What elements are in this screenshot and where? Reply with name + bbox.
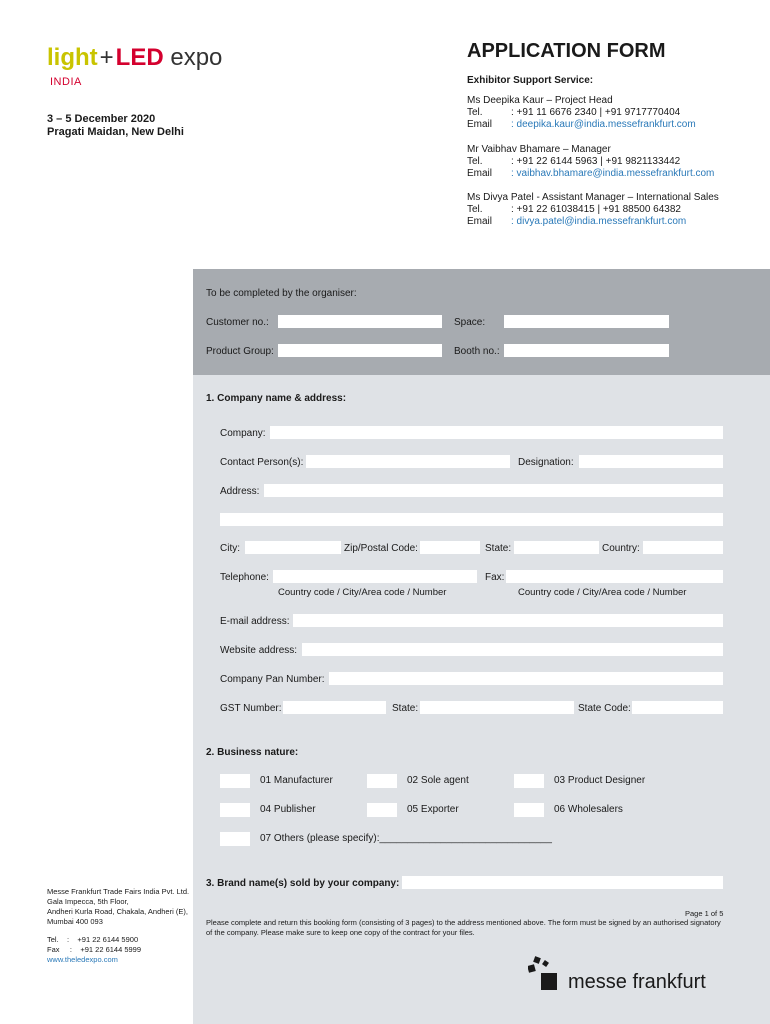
contact-person-field[interactable] [306,455,510,468]
brand-name-field[interactable] [402,876,723,889]
section-1-heading: 1. Company name & address: [206,393,347,404]
email-label: Email [467,119,493,130]
checkbox-sole-agent[interactable] [367,774,397,788]
pan-field[interactable] [329,672,723,685]
state-code-field[interactable] [632,701,723,714]
checkbox-publisher[interactable] [220,803,250,817]
contact-name: Mr Vaibhav Bhamare – Manager [467,144,611,155]
checkbox-manufacturer[interactable] [220,774,250,788]
designation-label: Designation: [518,457,574,468]
zip-field[interactable] [420,541,480,554]
contact-name: Ms Deepika Kaur – Project Head [467,95,613,106]
fax-field[interactable] [506,570,723,583]
address-field-1[interactable] [264,484,723,497]
city-field[interactable] [245,541,341,554]
city-label: City: [220,543,240,554]
event-venue: Pragati Maidan, New Delhi [47,126,184,138]
telephone-hint: Country code / City/Area code / Number [278,587,447,598]
option-publisher: 04 Publisher [260,804,316,815]
tel-label: Tel. [467,107,483,118]
page-title: APPLICATION FORM [467,40,666,62]
event-info [47,113,184,139]
company-field[interactable] [270,426,723,439]
email-link[interactable]: : deepika.kaur@india.messefrankfurt.com [511,119,696,130]
footer-address [47,887,189,965]
support-heading: Exhibitor Support Service: [467,75,594,86]
pan-label: Company Pan Number: [220,674,325,685]
footer-addr-line: Andheri Kurla Road, Chakala, Andheri (E), [47,907,188,916]
option-product-designer: 03 Product Designer [554,775,646,786]
customer-no-label: Customer no.: [206,317,269,328]
space-field[interactable] [504,315,669,328]
telephone-label: Telephone: [220,572,269,583]
event-logo [47,44,222,72]
tel-value: : +91 22 61038415 | +91 88500 64382 [511,204,681,215]
section-3-heading: 3. Brand name(s) sold by your company: [206,878,400,889]
designation-field[interactable] [579,455,723,468]
notice-text: Please complete and return this booking form (consisting of 3 pages) to the address mentioned above. The form must be signed by an authorised signatory of the company. Please make sure to keep one copy of the contract for your files. [206,918,721,937]
contact-block-3 [467,192,719,228]
website-field[interactable] [302,643,723,656]
email-link[interactable]: : divya.patel@india.messefrankfurt.com [511,216,687,227]
email-field[interactable] [293,614,723,627]
option-manufacturer: 01 Manufacturer [260,775,333,786]
booth-no-label: Booth no.: [454,346,500,357]
page-number: Page 1 of 5 [685,909,724,918]
zip-label: Zip/Postal Code: [344,543,418,554]
space-label: Space: [454,317,486,328]
tel-label: Tel. [467,204,483,215]
email-label: E-mail address: [220,616,290,627]
option-others: 07 Others (please specify):_______________________________ [260,833,552,844]
gst-state-label: State: [392,703,419,714]
option-sole-agent: 02 Sole agent [407,775,469,786]
state-label: State: [485,543,512,554]
footer-addr-line: Gala Impecca, 5th Floor, [47,897,129,906]
email-link[interactable]: : vaibhav.bhamare@india.messefrankfurt.com [511,168,715,179]
company-label: Company: [220,428,266,439]
customer-no-field[interactable] [278,315,442,328]
email-label: Email [467,216,493,227]
email-label: Email [467,168,493,179]
country-field[interactable] [643,541,723,554]
gst-label: GST Number: [220,703,282,714]
footer-fax: Fax : +91 22 6144 5999 [47,945,142,954]
checkbox-others[interactable] [220,832,250,846]
fax-hint: Country code / City/Area code / Number [518,587,687,598]
option-exporter: 05 Exporter [407,804,459,815]
product-group-label: Product Group: [206,346,274,357]
logo-expo: expo [170,44,223,71]
checkbox-exporter[interactable] [367,803,397,817]
tel-value: : +91 11 6676 2340 | +91 9717770404 [511,107,681,118]
logo-plus: + [99,44,114,71]
footer-tel: Tel. : +91 22 6144 5900 [47,935,139,944]
tel-label: Tel. [467,156,483,167]
checkbox-product-designer[interactable] [514,774,544,788]
checkbox-wholesalers[interactable] [514,803,544,817]
messe-frankfurt-mark-icon [528,955,564,993]
event-dates: 3 – 5 December 2020 [47,113,156,125]
contact-block-2 [467,144,714,180]
telephone-field[interactable] [273,570,477,583]
messe-frankfurt-wordmark: messe frankfurt [568,971,706,993]
contact-block-1 [467,95,696,131]
footer-company: Messe Frankfurt Trade Fairs India Pvt. Ltd. [47,887,190,896]
product-group-field[interactable] [278,344,442,357]
state-field[interactable] [514,541,599,554]
section-2-heading: 2. Business nature: [206,747,299,758]
option-wholesalers: 06 Wholesalers [554,804,623,815]
footer-addr-line: Mumbai 400 093 [47,917,103,926]
website-label: Website address: [220,645,298,656]
state-code-label: State Code: [578,703,631,714]
address-field-2[interactable] [220,513,723,526]
footer-website-link[interactable]: www.theledexpo.com [47,955,118,964]
logo-light: light [47,44,98,71]
fax-label: Fax: [485,572,505,583]
contact-person-label: Contact Person(s): [220,457,304,468]
contact-name: Ms Divya Patel - Assistant Manager – International Sales [467,192,719,203]
address-label: Address: [220,486,260,497]
country-label: Country: [602,543,640,554]
gst-state-field[interactable] [420,701,574,714]
logo-india: INDIA [50,76,82,88]
organiser-heading: To be completed by the organiser: [206,288,357,299]
tel-value: : +91 22 6144 5963 | +91 9821133442 [511,156,681,167]
logo-led: LED [115,44,164,71]
gst-field[interactable] [283,701,386,714]
booth-no-field[interactable] [504,344,669,357]
